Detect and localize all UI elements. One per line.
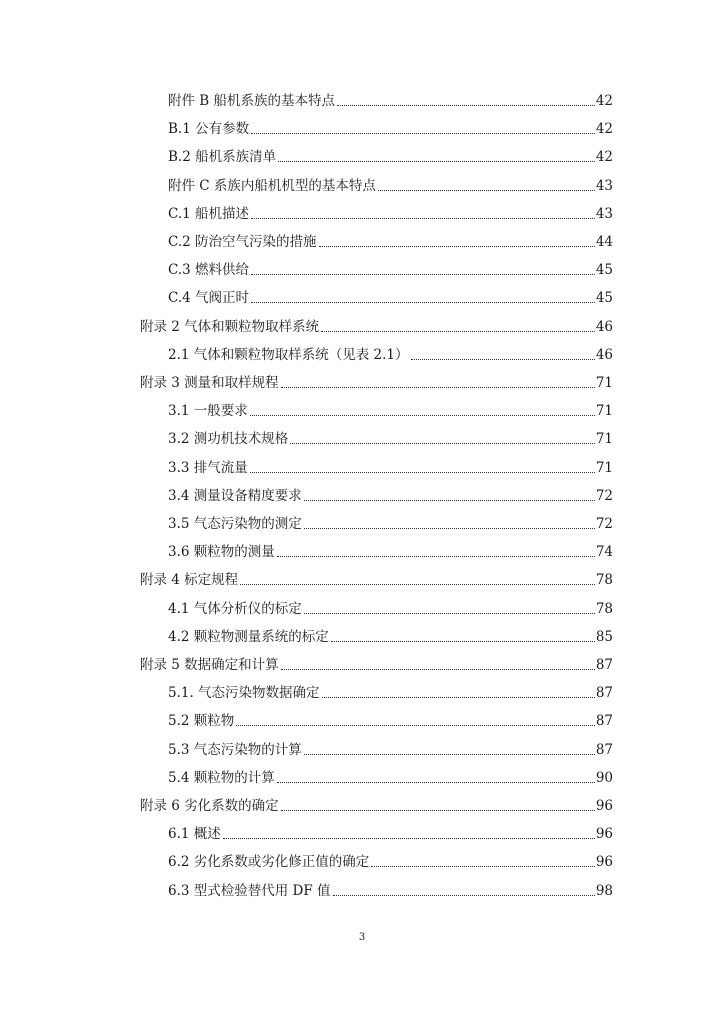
toc-dot-leader — [251, 218, 595, 219]
toc-entry[interactable] — [168, 201, 613, 223]
toc-dot-leader — [322, 697, 595, 698]
toc-dot-leader — [240, 584, 595, 585]
toc-entry-page: 98 — [595, 882, 613, 899]
toc-entry-title: 2.1 气体和颗粒物取样系统（见表 2.1） — [168, 346, 409, 363]
toc-entry[interactable] — [140, 370, 613, 392]
toc-entry-title: C.3 燃料供给 — [168, 262, 250, 279]
toc-entry[interactable] — [168, 229, 613, 251]
toc-entry-title: 3.4 测量设备精度要求 — [168, 487, 302, 504]
toc-dot-leader — [277, 782, 595, 783]
toc-entry-title: 附录 2 气体和颗粒物取样系统 — [140, 318, 320, 335]
toc-entry-title: 附录 6 劣化系数的确定 — [140, 798, 279, 814]
toc-entry-page: 45 — [595, 290, 613, 307]
toc-entry[interactable] — [168, 173, 613, 195]
toc-dot-leader — [371, 866, 595, 867]
toc-entry[interactable] — [168, 88, 613, 110]
toc-dot-leader — [281, 810, 595, 811]
toc-dot-leader — [251, 133, 595, 134]
toc-entry-page: 42 — [595, 149, 613, 166]
toc-entry[interactable] — [168, 708, 613, 730]
toc-entry-title: 4.1 气体分析仪的标定 — [168, 600, 302, 617]
toc-entry-page: 71 — [595, 375, 613, 391]
toc-entry-page: 43 — [595, 177, 613, 194]
toc-entry-page: 71 — [595, 431, 613, 448]
toc-entry[interactable] — [168, 342, 613, 364]
toc-dot-leader — [304, 754, 595, 755]
page-number: 3 — [358, 932, 366, 943]
toc-entry[interactable] — [168, 821, 613, 843]
toc-entry-title: 3.5 气态污染物的测定 — [168, 516, 302, 532]
toc-entry[interactable] — [168, 144, 613, 166]
toc-entry-title: 附录 4 标定规程 — [140, 572, 239, 589]
toc-entry-title: 附件 B 船机系族的基本特点 — [168, 93, 336, 109]
toc-entry-page: 87 — [595, 685, 613, 702]
toc-entry[interactable] — [168, 116, 613, 138]
toc-entry-page: 78 — [595, 600, 613, 617]
toc-entry-page: 45 — [595, 262, 613, 279]
toc-dot-leader — [319, 246, 595, 247]
toc-dot-leader — [378, 190, 595, 191]
toc-entry-page: 72 — [595, 487, 613, 504]
toc-entry[interactable] — [168, 539, 613, 561]
toc-entry-title: 3.1 一般要求 — [168, 403, 248, 420]
toc-entry[interactable] — [168, 849, 613, 871]
toc-dot-leader — [321, 331, 595, 332]
toc-entry-page: 96 — [595, 826, 613, 843]
toc-dot-leader — [236, 725, 595, 726]
toc-entry-title: 附录 3 测量和取样规程 — [140, 375, 279, 391]
toc-entry[interactable] — [168, 426, 613, 448]
toc-entry-title: 附件 C 系族内船机机型的基本特点 — [168, 177, 376, 194]
toc-entry-page: 42 — [595, 93, 613, 109]
toc-entry[interactable] — [140, 314, 613, 336]
toc-entry-page: 85 — [595, 628, 613, 645]
toc-entry[interactable] — [168, 737, 613, 759]
toc-entry[interactable] — [168, 680, 613, 702]
toc-entry-title: 3.2 测功机技术规格 — [168, 431, 289, 448]
toc-entry-page: 72 — [595, 516, 613, 532]
toc-dot-leader — [290, 443, 595, 444]
toc-entry[interactable] — [168, 878, 613, 900]
toc-entry-page: 46 — [595, 318, 613, 335]
toc-entry[interactable] — [168, 765, 613, 787]
toc-dot-leader — [304, 528, 595, 529]
toc-dot-leader — [411, 359, 595, 360]
toc-entry[interactable] — [140, 567, 613, 589]
toc-entry-title: 6.2 劣化系数或劣化修正值的确定 — [168, 854, 370, 871]
toc-entry-page: 42 — [595, 121, 613, 138]
toc-entry-title: 6.1 概述 — [168, 826, 221, 843]
toc-entry-title: 附录 5 数据确定和计算 — [140, 657, 279, 673]
toc-entry-title: 5.4 颗粒物的计算 — [168, 769, 275, 786]
toc-entry-page: 43 — [595, 205, 613, 222]
toc-dot-leader — [278, 161, 595, 162]
toc-entry[interactable] — [168, 398, 613, 420]
toc-entry[interactable] — [168, 285, 613, 307]
toc-entry-page: 96 — [595, 854, 613, 871]
toc-entry[interactable] — [168, 483, 613, 505]
toc-entry-title: C.4 气阀正时 — [168, 290, 250, 307]
toc-dot-leader — [250, 472, 595, 473]
toc-entry-title: 3.6 颗粒物的测量 — [168, 544, 275, 561]
toc-entry-title: 5.1. 气态污染物数据确定 — [168, 685, 320, 702]
toc-dot-leader — [251, 302, 595, 303]
toc-entry-page: 44 — [595, 234, 613, 250]
toc-entry[interactable] — [140, 652, 613, 674]
toc-dot-leader — [333, 895, 595, 896]
toc-entry-page: 87 — [595, 713, 613, 730]
toc-dot-leader — [250, 415, 595, 416]
toc-dot-leader — [331, 641, 595, 642]
toc-entry-page: 90 — [595, 769, 613, 786]
toc-entry-title: 4.2 颗粒物测量系统的标定 — [168, 628, 329, 645]
toc-entry-page: 46 — [595, 346, 613, 363]
toc-entry[interactable] — [168, 624, 613, 646]
toc-entry[interactable] — [168, 596, 613, 618]
toc-entry[interactable] — [140, 793, 613, 815]
toc-dot-leader — [304, 500, 595, 501]
toc-entry[interactable] — [168, 455, 613, 477]
toc-entry[interactable] — [168, 511, 613, 533]
toc-entry-page: 96 — [595, 798, 613, 814]
toc-dot-leader — [337, 105, 595, 106]
toc-entry-title: 6.3 型式检验替代用 DF 值 — [168, 882, 331, 899]
toc-entry-title: C.2 防治空气污染的措施 — [168, 234, 317, 250]
toc-dot-leader — [304, 613, 595, 614]
toc-dot-leader — [277, 556, 595, 557]
toc-dot-leader — [281, 387, 595, 388]
toc-dot-leader — [251, 274, 595, 275]
toc-entry-page: 87 — [595, 657, 613, 673]
toc-entry-page: 87 — [595, 741, 613, 758]
toc-entry-title: 5.2 颗粒物 — [168, 713, 235, 730]
toc-entry-page: 78 — [595, 572, 613, 589]
toc-entry-title: B.1 公有参数 — [168, 121, 250, 138]
toc-entry-title: B.2 船机系族清单 — [168, 149, 277, 166]
toc-dot-leader — [223, 838, 595, 839]
toc-dot-leader — [281, 669, 595, 670]
toc-entry-page: 71 — [595, 459, 613, 476]
toc-entry-page: 74 — [595, 544, 613, 561]
toc-entry[interactable] — [168, 257, 613, 279]
toc-entry-title: 3.3 排气流量 — [168, 459, 248, 476]
toc-entry-title: 5.3 气态污染物的计算 — [168, 741, 302, 758]
toc-entry-title: C.1 船机描述 — [168, 205, 250, 222]
toc-entry-page: 71 — [595, 403, 613, 420]
